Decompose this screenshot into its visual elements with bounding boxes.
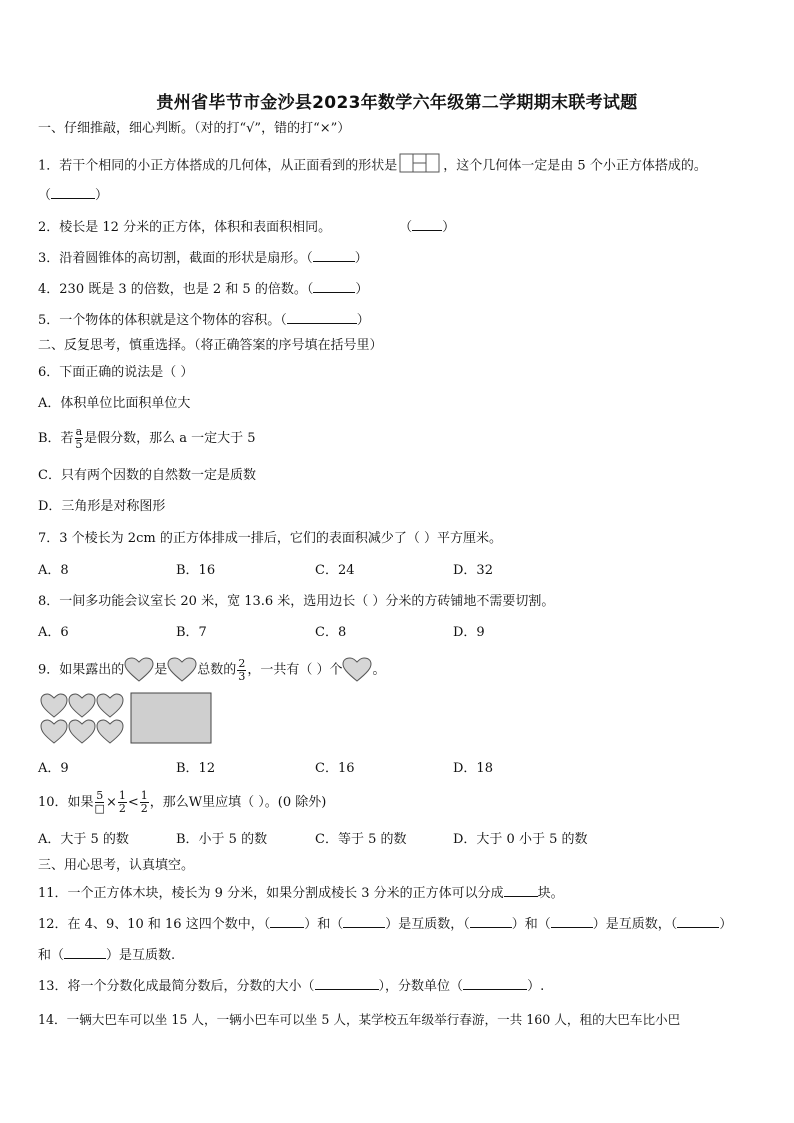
- question-14: 14．一辆大巴车可以坐 15 人，一辆小巴车可以坐 5 人，某学校五年级举行春游，一共 160 人，租的大巴车比小巴: [38, 1012, 681, 1027]
- question-6: 6．下面正确的说法是（ ）: [38, 365, 194, 380]
- q9-text-a: 9．如果露出的: [38, 662, 125, 678]
- q6-option-d[interactable]: D．三角形是对称图形: [38, 499, 166, 514]
- answer-blank-12d[interactable]: [551, 915, 593, 928]
- numerator: 1: [118, 789, 126, 802]
- q7-option-c[interactable]: C．24: [315, 563, 355, 578]
- q9-text-c: 总数的: [197, 662, 237, 678]
- q9-option-c[interactable]: C．16: [315, 761, 355, 776]
- fraction-a-over-5: [75, 426, 84, 451]
- q9-option-d[interactable]: D．18: [453, 761, 493, 776]
- q10-text-b: ，那么W里应填（ ）。(0 除外): [149, 795, 327, 810]
- q7-option-d[interactable]: D．32: [453, 563, 493, 578]
- numerator: 1: [140, 789, 148, 802]
- answer-blank-3[interactable]: [313, 249, 355, 262]
- q8-option-a[interactable]: A．6: [38, 625, 69, 640]
- q6-option-c[interactable]: C．只有两个因数的自然数一定是质数: [38, 468, 256, 483]
- q1-text-a: 1．若干个相同的小正方体搭成的几何体，从正面看到的形状是: [38, 158, 398, 174]
- question-12-cont: [38, 946, 175, 965]
- answer-blank-13a[interactable]: [315, 977, 379, 990]
- q9-text-e: 。: [372, 662, 386, 678]
- q6-b-text-a: B．若: [38, 431, 74, 446]
- answer-blank-12b[interactable]: [343, 915, 385, 928]
- answer-blank-11[interactable]: [504, 884, 538, 897]
- hearts-figure: [40, 692, 215, 746]
- q12-text-g: 和（: [38, 948, 65, 963]
- heart-icon: [69, 720, 95, 743]
- fraction-5-over-box: [95, 790, 105, 815]
- q10-option-b[interactable]: B．小于 5 的数: [176, 832, 268, 847]
- q10-text-a: 10．如果: [38, 795, 94, 810]
- q9-option-b[interactable]: B．12: [176, 761, 216, 776]
- denominator: 5: [75, 438, 83, 451]
- question-7: 7．3 个棱长为 2cm 的正方体排成一排后，它们的表面积减少了（ ）平方厘米。: [38, 531, 502, 546]
- q8-option-b[interactable]: B．7: [176, 625, 207, 640]
- question-2: [38, 218, 455, 237]
- q8-option-c[interactable]: C．8: [315, 625, 347, 640]
- heart-icon: [167, 657, 197, 683]
- answer-blank-12a[interactable]: [270, 915, 304, 928]
- q8-option-d[interactable]: D．9: [453, 625, 485, 640]
- heart-icon: [97, 720, 123, 743]
- paren-close: ）: [356, 313, 370, 328]
- question-12: [38, 915, 732, 934]
- section-1-heading: 一、仔细推敲，细心判断。（对的打“√”，错的打“×”）: [38, 121, 351, 136]
- q10-option-a[interactable]: A．大于 5 的数: [38, 832, 129, 847]
- question-10: [38, 789, 326, 817]
- q3-text: 3．沿着圆锥体的高切割，截面的形状是扇形。（: [38, 251, 313, 266]
- fraction-one-half: [118, 790, 127, 815]
- q13-text-a: 13．将一个分数化成最简分数后，分数的大小（: [38, 979, 315, 994]
- q6-option-b[interactable]: [38, 426, 256, 451]
- denominator: 2: [118, 802, 126, 815]
- q12-text-b: ）和（: [304, 917, 344, 932]
- q12-text-d: ）和（: [511, 917, 551, 932]
- paren-close: ）: [354, 251, 368, 266]
- question-11: [38, 884, 564, 903]
- paren-open: （: [38, 188, 52, 203]
- answer-blank-2[interactable]: [412, 218, 442, 231]
- question-3: [38, 249, 368, 268]
- q13-text-c: ）.: [527, 979, 545, 994]
- q4-text: 4．230 既是 3 的倍数，也是 2 和 5 的倍数。（: [38, 282, 314, 297]
- heart-icon: [97, 694, 123, 717]
- q12-text-h: ）是互质数.: [106, 948, 176, 963]
- denominator: 2: [140, 802, 148, 815]
- q9-text-b: 是: [154, 662, 168, 678]
- question-8: 8．一间多功能会议室长 20 米，宽 13.6 米，选用边长（ ）分米的方砖铺地不需要切割。: [38, 594, 555, 609]
- question-9: [38, 657, 385, 684]
- section-3-heading: 三、用心思考，认真填空。: [38, 858, 195, 873]
- answer-blank-1[interactable]: [51, 186, 95, 199]
- numerator: 2: [238, 656, 246, 670]
- paren-close: ）: [442, 220, 456, 235]
- q1-text-b: ，这个几何体一定是由 5 个小正方体搭成的。: [443, 158, 707, 174]
- q12-text-e: ）是互质数，（: [592, 917, 678, 932]
- q11-text-a: 11．一个正方体木块，棱长为 9 分米，如果分割成棱长 3 分米的正方体可以分成: [38, 886, 504, 901]
- answer-blank-4[interactable]: [313, 280, 355, 293]
- answer-blank-13b[interactable]: [463, 977, 527, 990]
- visible-hearts: [41, 694, 123, 743]
- paren-close: ）: [355, 282, 369, 297]
- q10-option-d[interactable]: D．大于 0 小于 5 的数: [453, 832, 588, 847]
- heart-icon: [124, 657, 154, 683]
- times-sign: ×: [105, 795, 117, 810]
- q5-text: 5．一个物体的体积就是这个物体的容积。（: [38, 313, 287, 328]
- cover-rectangle: [131, 693, 211, 743]
- question-4: [38, 280, 368, 299]
- paren-open: （: [399, 220, 413, 235]
- question-13: [38, 977, 544, 996]
- q7-option-b[interactable]: B．16: [176, 563, 216, 578]
- answer-blank-12e[interactable]: [677, 915, 719, 928]
- q9-text-d: ，一共有（ ）个: [247, 662, 343, 678]
- q6-b-text-b: 是假分数，那么 a 一定大于 5: [84, 431, 256, 446]
- question-5: [38, 311, 370, 330]
- heart-icon: [41, 694, 67, 717]
- numerator: 5: [96, 789, 104, 802]
- front-view-shape: [399, 150, 441, 182]
- q1-answer: [38, 186, 108, 205]
- answer-blank-12f[interactable]: [64, 946, 106, 959]
- less-than-sign: <: [127, 795, 139, 810]
- q2-text: 2．棱长是 12 分米的正方体，体积和表面积相同。: [38, 220, 332, 235]
- question-1: [38, 150, 707, 182]
- q6-option-a[interactable]: A．体积单位比面积单位大: [38, 396, 191, 411]
- answer-blank-12c[interactable]: [470, 915, 512, 928]
- denominator: 3: [238, 669, 246, 683]
- fraction-two-thirds: [237, 658, 246, 683]
- q12-text-f: ）: [719, 917, 733, 932]
- q10-option-c[interactable]: C．等于 5 的数: [315, 832, 407, 847]
- page-title: 贵州省毕节市金沙县2023年数学六年级第二学期期末联考试题: [156, 93, 638, 113]
- heart-icon: [41, 720, 67, 743]
- q9-option-a[interactable]: A．9: [38, 761, 69, 776]
- q7-option-a[interactable]: A．8: [38, 563, 69, 578]
- numerator: a: [75, 425, 83, 438]
- section-2-heading: 二、反复思考，慎重选择。（将正确答案的序号填在括号里）: [38, 338, 383, 353]
- denominator-box: □: [94, 802, 105, 815]
- paren-close: ）: [95, 188, 109, 203]
- heart-icon: [342, 657, 372, 683]
- q12-text-c: ）是互质数，（: [385, 917, 470, 932]
- q13-text-b: ），分数单位（: [378, 979, 464, 994]
- answer-blank-5[interactable]: [287, 311, 357, 324]
- three-squares-icon: [399, 150, 441, 176]
- q11-text-b: 块。: [537, 886, 564, 901]
- fraction-one-half: [140, 790, 149, 815]
- heart-icon: [69, 694, 95, 717]
- q12-text-a: 12．在 4、9、10 和 16 这四个数中，（: [38, 917, 271, 932]
